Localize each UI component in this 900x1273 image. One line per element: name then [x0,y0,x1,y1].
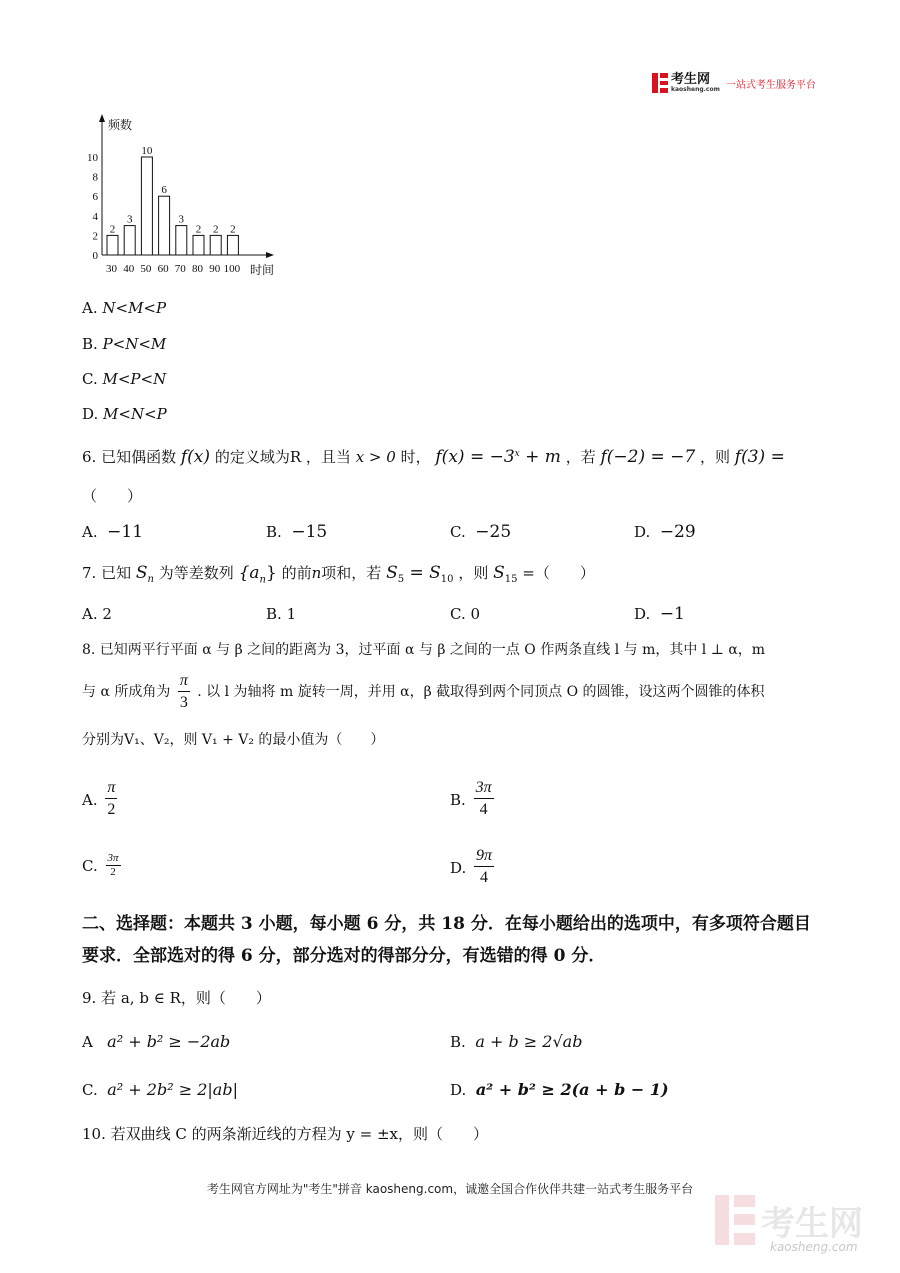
q8-option-b[interactable]: B. $\frac{3\pi}{4}$ [450,779,492,818]
q6-paren: （ ） [82,487,143,505]
x-tick-label: 50 [140,263,152,275]
histogram-bar [210,235,221,255]
x-tick-label: 60 [157,263,169,275]
q6-option-a[interactable]: A. −11 [82,522,144,542]
q5-option-d[interactable]: D. M<N<P [82,405,167,423]
watermark-sub: kaosheng.com [770,1240,858,1254]
histogram-bar [227,235,238,255]
page-footer: 考生网官方网址为"考生"拼音 kaosheng.com，诚邀全国合作伙伴共建一站式考生服务平台 [206,1182,694,1196]
q6-option-b[interactable]: B. −15 [266,522,328,542]
q6-option-c[interactable]: C. −25 [450,522,512,542]
bar-value-label: 3 [178,213,185,226]
y-tick-label: 2 [92,230,98,243]
q8-fraction: $\frac{\pi}{3}$ [179,671,188,711]
q9-option-b[interactable]: B. a + b ≥ 2√ab [450,1032,583,1051]
y-axis-arrow [99,114,105,122]
bar-value-label: 3 [126,213,133,226]
q8-line1: 8. 已知两平行平面 α 与 β 之间的距离为 3，过平面 α 与 β 之间的一点 O 作两条直线 l 与 m，其中 l ⊥ α，m [82,642,766,658]
y-tick-label: 8 [92,171,98,184]
histogram-bar [124,226,135,255]
q5-option-b[interactable]: B. P<N<M [82,335,167,353]
q6-option-d[interactable]: D. −29 [634,522,696,542]
y-tick-label: 10 [87,152,98,164]
q8-line3: 分别为V₁、V₂，则 V₁ + V₂ 的最小值为（ ） [82,732,385,748]
x-tick-label: 100 [223,263,241,275]
q8-line2: 与 α 所成角为 $\frac{\pi}{3}$ . 以 l 为轴将 m 旋转一周，并用 α，β 截取得到两个同顶点 O 的圆锥，设这两个圆锥的体积 [82,670,765,714]
y-tick-label: 4 [92,210,98,223]
q9-stem: 9. 若 a, b ∈ R，则（ ） [82,989,271,1007]
q7-option-c[interactable]: C. 0 [450,605,481,623]
x-tick-label: 90 [209,263,221,275]
x-axis-arrow [266,252,274,258]
q6-stem: 6. 已知偶函数 f(x) 的定义域为R ，且当 x > 0 时， $f(x) = -3^x + m$ ，若 f(−2) = −7 ，则 f(3) = [82,447,785,467]
q7-stem: 7. 已知 $S_n$ 为等差数列 $\{a_n\}$ 的前n项和，若 $S_5 = S_{10}$ ，则 $S_{15}$ =（ ） [82,563,595,586]
x-tick-label: 40 [123,263,135,275]
q9-option-a[interactable]: A a² + b² ≥ −2ab [82,1032,231,1051]
q5-option-c[interactable]: C. M<P<N [82,370,167,388]
x-axis-label: 时间 [250,263,275,277]
q7-option-a[interactable]: A. 2 [82,605,112,623]
q9-option-d[interactable]: D. a² + b² ≥ 2(a + b − 1) [450,1080,669,1099]
y-axis-label: 频数 [108,118,133,132]
q10-stem: 10. 若双曲线 C 的两条渐近线的方程为 y = ±x，则（ ） [82,1125,489,1143]
watermark [715,1195,863,1245]
watermark-logo-icon [715,1195,755,1245]
histogram-bar [176,226,187,255]
histogram-bar [107,235,118,255]
histogram-chart [80,110,280,280]
y-tick-label: 0 [92,250,98,262]
histogram-bar [159,196,170,255]
y-tick-label: 6 [92,191,98,204]
histogram-bar [141,157,152,255]
histogram-bar [193,235,204,255]
logo-name: 考生网 [671,71,711,87]
bar-value-label: 2 [109,223,116,236]
header-slogan: 一站式考生服务平台 [725,79,816,91]
watermark-text: 考生网 [761,1203,863,1244]
section-2-header: 二、选择题：本题共 3 小题，每小题 6 分，共 18 分．在每小题给出的选项中，有多项符合题目要求．全部选对的得 6 分，部分选对的得部分分，有选错的得 0 分． [82,914,811,966]
q7-option-b[interactable]: B. 1 [266,605,297,623]
x-tick-label: 70 [174,263,186,275]
bar-value-label: 10 [141,145,153,157]
bar-value-label: 2 [212,223,219,236]
q8-option-c[interactable]: C. $\frac{3\pi}{2}$ [82,852,119,878]
x-tick-label: 80 [192,263,203,275]
q8-option-d[interactable]: D. $\frac{9\pi}{4}$ [450,847,493,886]
bar-value-label: 2 [230,223,236,236]
logo-text [671,71,720,93]
q5-option-a[interactable]: A. N<M<P [82,299,167,317]
bar-value-label: 2 [195,223,202,236]
header-logo [652,73,816,93]
x-tick-label: 30 [106,263,117,275]
bar-value-label: 6 [161,184,167,197]
q8-option-a[interactable]: A. $\frac{\pi}{2}$ [82,779,116,818]
q9-option-c[interactable]: C. a² + 2b² ≥ 2|ab| [82,1080,238,1099]
logo-domain: kaosheng.com [671,85,720,93]
logo-icon [652,73,668,93]
q7-option-d[interactable]: D. −1 [634,604,685,624]
